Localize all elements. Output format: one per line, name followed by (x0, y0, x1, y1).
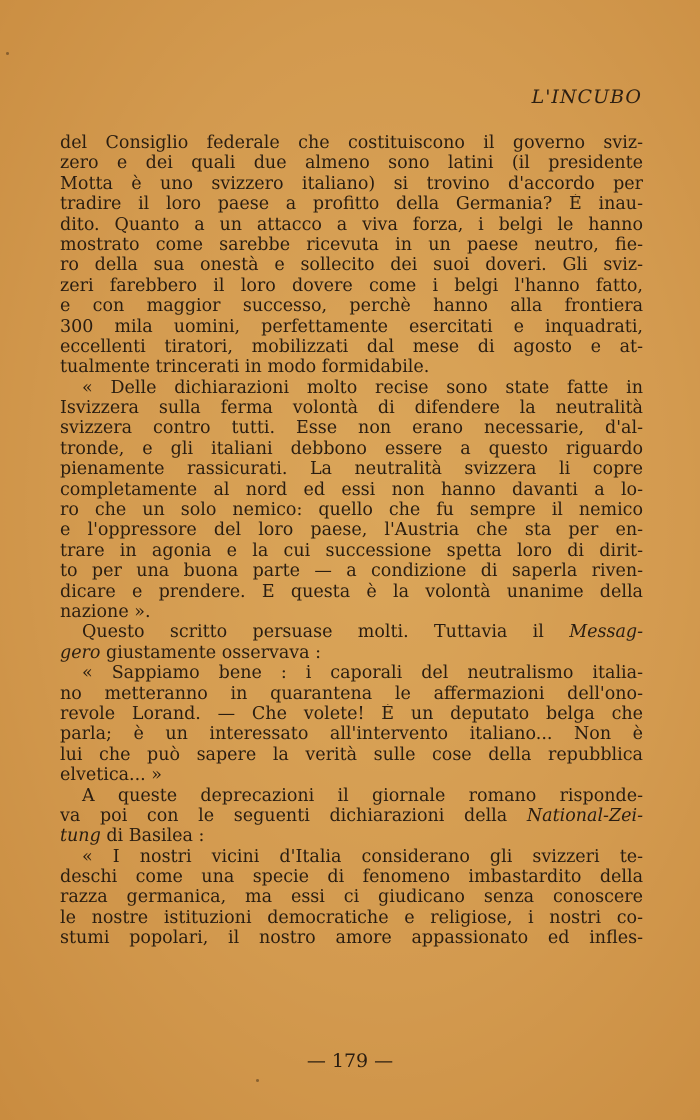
paper-speck (6, 52, 9, 55)
text-line: revole Lorand. — Che volete! È un deputato belga che (60, 703, 643, 724)
text-line: zeri farebbero il loro dovere come i belgi l'hanno fatto, (60, 275, 643, 296)
text-line: zero e dei quali due almeno sono latini (il presidente (60, 153, 643, 174)
text-line: to per una buona parte — a condizione di saperla riven- (60, 561, 643, 582)
text-line: trare in agonia e la cui successione spetta loro di dirit- (60, 540, 643, 561)
line-text: giustamente osservava : (100, 642, 322, 663)
running-head: L'INCUBO (531, 86, 642, 108)
text-line: pienamente rassicurati. La neutralità svizzera li copre (60, 459, 643, 480)
text-line: tradire il loro paese a profitto della Germania? È inau- (60, 194, 643, 215)
text-line: del Consiglio federale che costituiscono il governo sviz- (60, 133, 643, 153)
text-line: razza germanica, ma essi ci giudicano senza conoscere (60, 887, 643, 908)
text-line: svizzera contro tutti. Esse non erano necessarie, d'al- (60, 418, 643, 439)
text-line: deschi come una specie di fenomeno imbastardito della (60, 867, 643, 888)
text-line: mostrato come sarebbe ricevuta in un paese neutro, fie- (60, 234, 643, 255)
line-text: Questo scritto persuase molti. Tuttavia il (82, 622, 570, 643)
text-line: Motta è uno svizzero italiano) si trovino d'accordo per (60, 173, 643, 194)
italic-newspaper-name: tung (60, 826, 101, 847)
text-line: stumi popolari, il nostro amore appassionato ed infles- (60, 928, 643, 949)
text-line: tronde, e gli italiani debbono essere a questo riguardo (60, 438, 643, 459)
paragraph-end-line (60, 826, 643, 846)
paragraph-start-line (60, 622, 643, 642)
text-line: e con maggior successo, perchè hanno alla frontiera (60, 296, 643, 317)
quote-paragraph-start: « Sappiamo bene : i caporali del neutralismo italia- (82, 663, 643, 684)
quote-paragraph-start: « I nostri vicini d'Italia considerano gli svizzeri te- (82, 846, 643, 867)
paragraph-end-line: elvetica... » (60, 765, 163, 786)
line-text: va poi con le seguenti dichiarazioni della (60, 805, 527, 826)
text-line: 300 mila uomini, perfettamente esercitati e inquadrati, (60, 316, 643, 337)
paper-speck (256, 1079, 259, 1082)
text-line: eccellenti tiratori, mobilizzati dal mese di agosto e at- (60, 336, 643, 357)
text-line: lui che può sapere la verità sulle cose della repubblica (60, 744, 643, 765)
paragraph-end-line: nazione ». (60, 601, 151, 622)
paragraph-start-line: A queste deprecazioni il giornale romano risponde- (82, 785, 643, 806)
text-line: dito. Quanto a un attacco a viva forza, i belgi le hanno (60, 214, 643, 235)
body-text (60, 133, 643, 949)
text-line: ro che un solo nemico: quello che fu sempre il nemico (60, 500, 643, 521)
paragraph-end-line: tualmente trincerati in modo formidabile. (60, 357, 430, 378)
text-line (60, 806, 643, 826)
italic-newspaper-name: National-Zei- (526, 805, 643, 826)
italic-newspaper-name: gero (60, 642, 101, 663)
text-line: ro della sua onestà e sollecito dei suoi doveri. Gli sviz- (60, 255, 643, 276)
text-line: le nostre istituzioni democratiche e religiose, i nostri co- (60, 907, 643, 928)
line-text: di Basilea : (100, 826, 205, 847)
text-line: parla; è un interessato all'intervento italiano... Non è (60, 724, 643, 745)
quote-paragraph-start: « Delle dichiarazioni molto recise sono state fatte in (82, 377, 643, 398)
text-line: dicare e prendere. E questa è la volontà unanime della (60, 581, 643, 602)
page-number: — 179 — (306, 1050, 394, 1072)
text-line: completamente al nord ed essi non hanno davanti a lo- (60, 479, 643, 500)
text-line: e l'oppressore del loro paese, l'Austria che sta per en- (60, 520, 643, 541)
paragraph-end-line (60, 643, 643, 663)
italic-newspaper-name: Messag- (569, 622, 643, 643)
text-line: no metteranno in quarantena le affermazioni dell'ono- (60, 683, 643, 704)
text-line: Isvizzera sulla ferma volontà di difendere la neutralità (60, 398, 643, 419)
